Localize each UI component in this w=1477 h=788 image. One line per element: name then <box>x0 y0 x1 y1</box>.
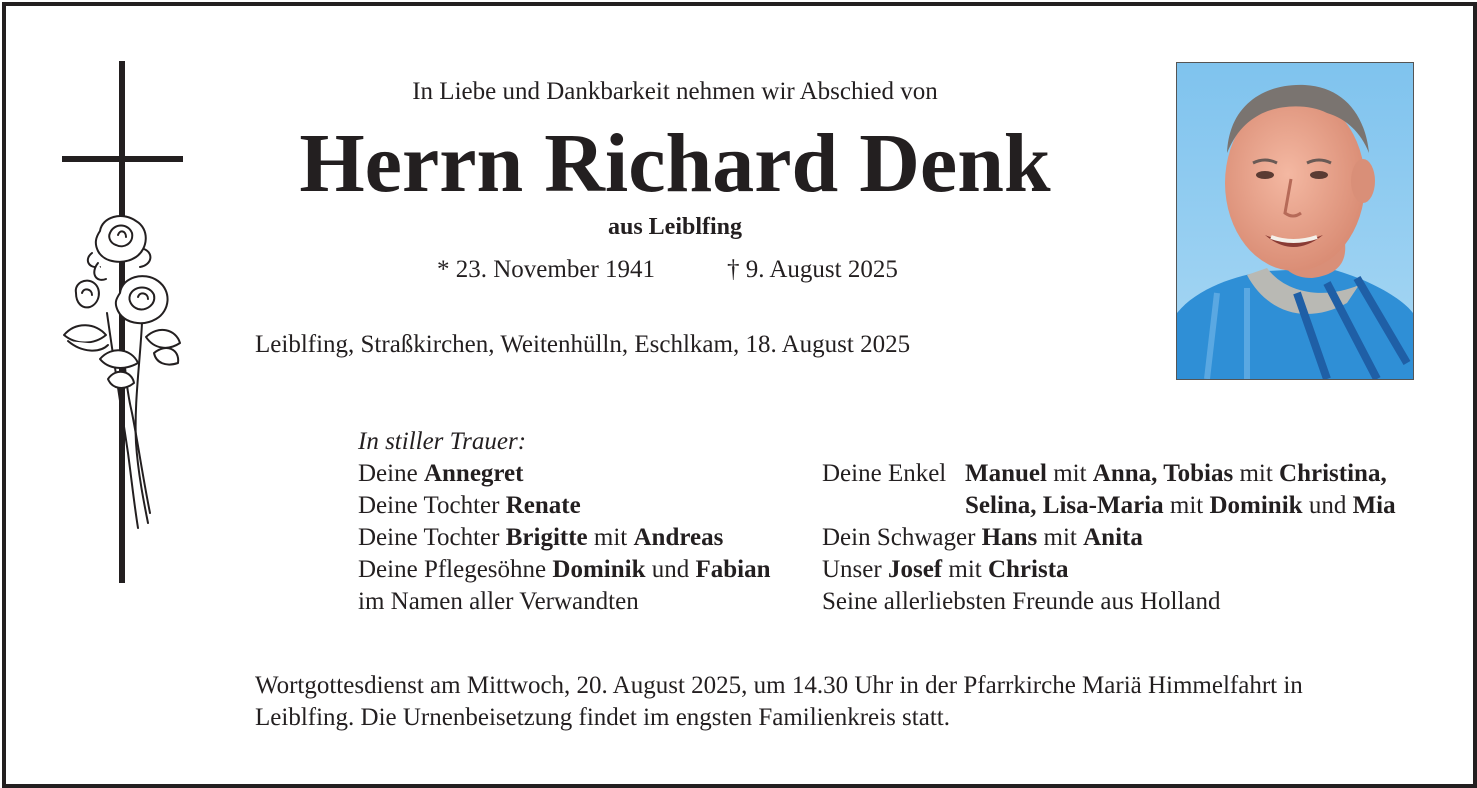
mourner-name: Annegret <box>423 460 524 487</box>
mourner-left-line <box>358 554 771 586</box>
enkel-label: Deine Enkel <box>822 460 947 487</box>
mourner-text: mit <box>1037 524 1084 551</box>
cross-with-roses <box>62 61 184 583</box>
mourner-name: Brigitte <box>505 524 588 551</box>
mourner-name: Anita <box>1083 524 1143 551</box>
mourner-name: Dominik <box>1209 492 1303 519</box>
mourner-text: mit <box>942 556 988 583</box>
place-date-line: Leiblfing, Straßkirchen, Weitenhülln, Eschlkam, 18. August 2025 <box>255 331 911 358</box>
mourner-text: Deine Pflegesöhne <box>358 556 553 583</box>
cross-horizontal-bar <box>62 156 183 162</box>
mourner-name: Josef <box>887 556 943 583</box>
mourner-text: Deine Tochter <box>358 492 506 519</box>
mourner-text: mit <box>1046 460 1093 487</box>
mourning-heading: In stiller Trauer: <box>358 428 527 455</box>
mourner-name: Fabian <box>695 556 771 583</box>
mourner-text: Deine <box>358 460 424 487</box>
mourner-text: Seine allerliebsten Freunde aus Holland <box>822 588 1221 615</box>
service-line-1: Wortgottesdienst am Mittwoch, 20. August 2025, um 14.30 Uhr in der Pfarrkirche Mariä Himmelfahrt in <box>255 672 1303 699</box>
mourner-text: Deine Tochter <box>358 524 506 551</box>
mourner-name: Dominik <box>552 556 646 583</box>
service-notice <box>255 670 1303 734</box>
mourner-name: Tobias <box>1163 460 1234 487</box>
mourner-right-line <box>822 522 1221 554</box>
origin-line: aus Leiblfing <box>607 214 743 240</box>
enkel-names-line-2 <box>965 490 1396 522</box>
mourner-text: Unser <box>822 556 888 583</box>
mourner-name: , <box>1151 460 1164 487</box>
mourner-left-line <box>358 586 771 618</box>
mourner-name: Christa <box>987 556 1069 583</box>
intro-line: In Liebe und Dankbarkeit nehmen wir Abschied von <box>412 78 938 105</box>
enkel-names-line-1 <box>965 458 1387 490</box>
mourner-text: und <box>645 556 696 583</box>
mourner-text: im Namen aller Verwandten <box>358 588 639 615</box>
mourner-name: Hans <box>981 524 1038 551</box>
mourner-name: Mia <box>1352 492 1396 519</box>
mourner-text: mit <box>1233 460 1280 487</box>
mourner-left-line <box>358 522 771 554</box>
portrait-photo <box>1176 62 1414 380</box>
mourner-text: mit <box>587 524 634 551</box>
deceased-name: Herrn Richard Denk <box>299 117 1051 210</box>
mourner-name: Lisa-Maria <box>1042 492 1164 519</box>
mourner-text: mit <box>1163 492 1210 519</box>
mourners-left-column <box>358 458 771 618</box>
mourner-right-line <box>822 586 1221 618</box>
mourner-text: Dein Schwager <box>822 524 982 551</box>
death-date: † 9. August 2025 <box>727 256 898 283</box>
mourners-right-column <box>822 522 1221 618</box>
mourner-name: Andreas <box>633 524 724 551</box>
mourner-name: Anna <box>1092 460 1152 487</box>
roses-illustration <box>62 213 184 543</box>
service-line-2: Leiblfing. Die Urnenbeisetzung findet im engsten Familienkreis statt. <box>255 704 950 731</box>
birth-date: * 23. November 1941 <box>437 256 656 283</box>
mourner-name: Christina <box>1279 460 1381 487</box>
mourner-name: Renate <box>505 492 581 519</box>
mourner-name: Selina <box>965 492 1031 519</box>
mourner-text: und <box>1302 492 1353 519</box>
mourner-name: , <box>1030 492 1043 519</box>
mourner-left-line <box>358 458 771 490</box>
mourner-left-line <box>358 490 771 522</box>
mourner-right-line <box>822 554 1221 586</box>
mourner-name: Manuel <box>965 460 1047 487</box>
mourner-name: , <box>1380 460 1387 487</box>
